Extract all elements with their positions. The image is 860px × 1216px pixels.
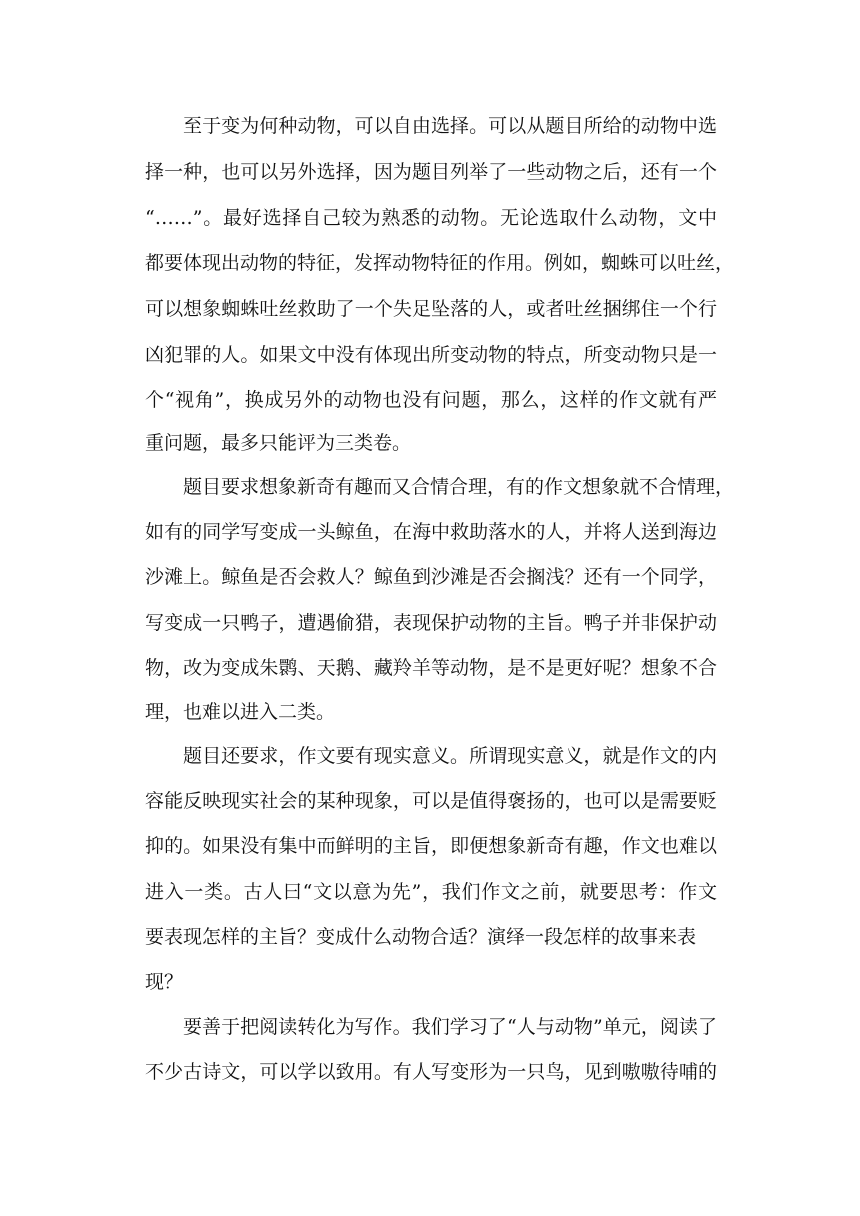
paragraph-1-line-6: 凶犯罪的人。如果文中没有体现出所变动物的特点，所变动物只是一	[145, 344, 717, 366]
paragraph-1-line-3: “……”。最好选择自己较为熟悉的动物。无论选取什么动物，文中	[145, 207, 717, 229]
paragraph-3-line-4: 进入一类。古人曰“文以意为先”，我们作文之前，就要思考：作文	[145, 881, 717, 903]
paragraph-1-line-1: 至于变为何种动物，可以自由选择。可以从题目所给的动物中选	[183, 115, 717, 137]
paragraph-2-line-6: 理，也难以进入二类。	[145, 701, 336, 723]
paragraph-2-line-2: 如有的同学写变成一头鲸鱼，在海中救助落水的人，并将人送到海边	[145, 521, 717, 543]
paragraph-3-line-5: 要表现怎样的主旨？变成什么动物合适？演绎一段怎样的故事来表	[145, 926, 697, 948]
paragraph-4-line-2: 不少古诗文，可以学以致用。有人写变形为一只鸟，见到嗷嗷待哺的	[145, 1061, 717, 1083]
paragraph-3-line-6: 现？	[145, 971, 184, 993]
paragraph-3-line-2: 容能反映现实社会的某种现象，可以是值得褒扬的，也可以是需要贬	[145, 790, 717, 812]
paragraph-1-line-7: 个“视角”，换成另外的动物也没有问题，那么，这样的作文就有严	[145, 389, 717, 411]
paragraph-2-line-1: 题目要求想象新奇有趣而又合情合理，有的作文想象就不合情理，	[183, 476, 735, 498]
paragraph-2-line-4: 写变成一只鸭子，遭遇偷猎，表现保护动物的主旨。鸭子并非保护动	[145, 612, 717, 634]
paragraph-1-line-4: 都要体现出动物的特征，发挥动物特征的作用。例如，蜘蛛可以吐丝，	[145, 252, 735, 274]
paragraph-3-line-1: 题目还要求，作文要有现实意义。所谓现实意义，就是作文的内	[183, 745, 717, 767]
paragraph-4-line-1: 要善于把阅读转化为写作。我们学习了“人与动物”单元，阅读了	[183, 1016, 717, 1038]
paragraph-3-line-3: 抑的。如果没有集中而鲜明的主旨，即便想象新奇有趣，作文也难以	[145, 835, 717, 857]
paragraph-1-line-5: 可以想象蜘蛛吐丝救助了一个失足坠落的人，或者吐丝捆绑住一个行	[145, 298, 717, 320]
paragraph-2-line-5: 物，改为变成朱鹮、天鹅、藏羚羊等动物，是不是更好呢？想象不合	[145, 657, 717, 679]
paragraph-2-line-3: 沙滩上。鲸鱼是否会救人？鲸鱼到沙滩是否会搁浅？还有一个同学，	[145, 566, 717, 588]
paragraph-1-line-8: 重问题，最多只能评为三类卷。	[145, 432, 412, 454]
paragraph-1-line-2: 择一种，也可以另外选择，因为题目列举了一些动物之后，还有一个	[145, 161, 717, 183]
